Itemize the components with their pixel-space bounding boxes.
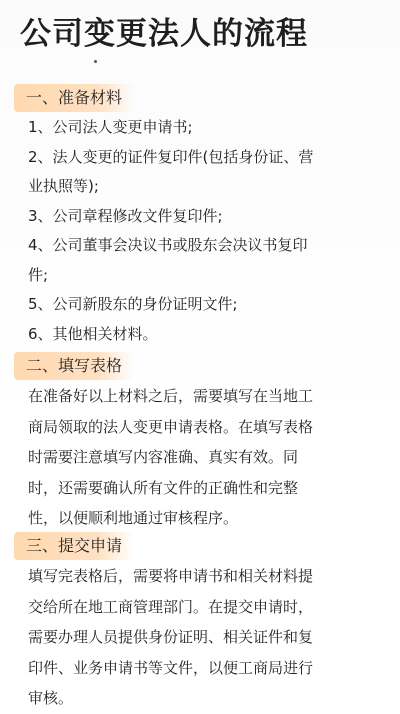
paragraph-line: 在准备好以上材料之后，需要填写在当地工 — [28, 387, 314, 405]
list-item: 2、法人变更的证件复印件(包括身份证、营 — [28, 147, 314, 166]
paragraph-line: 填写完表格后，需要将申请书和相关材料提 — [28, 567, 314, 585]
list-item: 3、公司章程修改文件复印件; — [28, 206, 223, 225]
list-item: 1、公司法人变更申请书; — [28, 118, 193, 136]
list-item: 4、公司董事会决议书或股东会决议书复印 — [28, 236, 308, 254]
paragraph-line: 审核。 — [28, 689, 74, 707]
paragraph-line: 时，还需要确认所有文件的正确性和完整 — [28, 478, 299, 497]
paragraph-line: 性，以便顺利地通过审核程序。 — [28, 509, 239, 527]
paragraph-line: 交给所在地工商管理部门。在提交申请时， — [28, 597, 314, 616]
section-body-prepare-materials — [28, 113, 378, 349]
paragraph-line: 时需要注意填写内容准确、真实有效。同 — [28, 448, 299, 466]
paragraph-line: 需要办理人员提供身份证明、相关证件和复 — [28, 628, 314, 646]
list-item: 5、公司新股东的身份证明文件; — [28, 295, 238, 313]
section-heading-prepare-materials: 一、准备材料 — [14, 84, 134, 112]
section-heading-submit-application: 三、提交申请 — [14, 532, 134, 560]
list-item: 6、其他相关材料。 — [28, 324, 158, 343]
list-item: 件; — [28, 265, 49, 284]
list-item: 业执照等); — [28, 177, 99, 195]
decorative-dot — [94, 60, 97, 63]
paragraph-line: 商局领取的法人变更申请表格。在填写表格 — [28, 417, 314, 436]
section-body-submit-application — [28, 561, 378, 714]
page-title: 公司变更法人的流程 — [20, 16, 308, 52]
section-body-fill-form — [28, 381, 378, 534]
paragraph-line: 印件、业务申请书等文件，以便工商局进行 — [28, 658, 314, 677]
section-heading-fill-form: 二、填写表格 — [14, 352, 134, 380]
